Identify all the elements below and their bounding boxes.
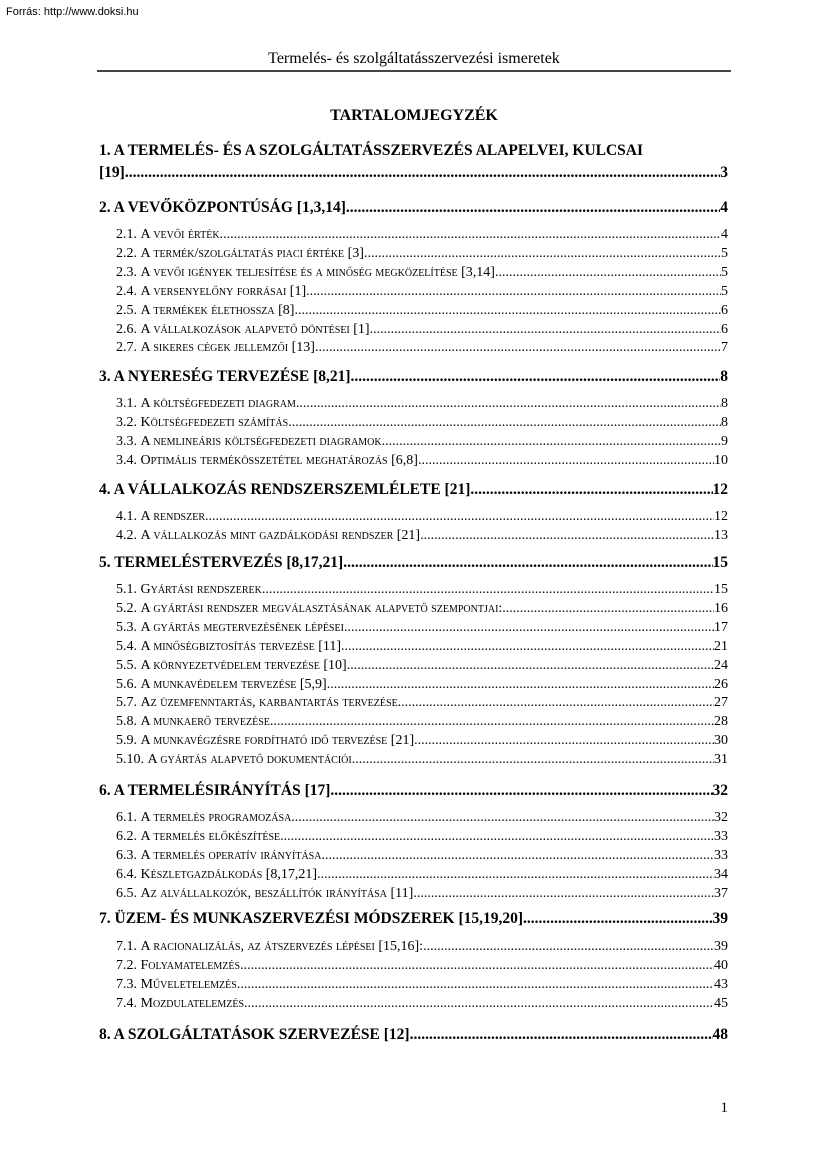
toc-section-2-2-label: 2.2. A termék/szolgáltatás piaci értéke [3] <box>116 245 364 261</box>
toc-section-2-1[interactable] <box>99 227 728 243</box>
toc-section-5-8-page: 28 <box>714 714 728 730</box>
toc-section-7-2-page: 40 <box>714 957 728 973</box>
leader-dots <box>270 714 714 730</box>
toc-chapter-8-label: 8. A SZOLGÁLTATÁSOK SZERVEZÉSE [12] <box>99 1026 410 1043</box>
toc-section-3-3-page: 9 <box>721 433 728 449</box>
toc-section-2-4-label: 2.4. A versenyelőny forrásai [1] <box>116 283 307 299</box>
toc-section-2-1-label: 2.1. A vevői érték <box>116 227 220 242</box>
toc-section-2-4[interactable] <box>99 284 728 300</box>
toc-chapter-3[interactable] <box>99 368 728 386</box>
toc-chapter-5[interactable] <box>99 554 728 572</box>
toc-section-5-10-page: 31 <box>714 752 728 768</box>
leader-dots <box>370 322 721 338</box>
toc-section-7-1[interactable] <box>99 939 728 955</box>
toc-section-3-4[interactable] <box>99 453 728 469</box>
toc-section-5-10-label: 5.10. A gyártás alapvető dokumentációi <box>116 752 352 768</box>
toc-chapter-2[interactable] <box>99 199 728 217</box>
toc-section-5-4-label: 5.4. A minőségbiztosítás tervezése [11] <box>116 638 342 654</box>
toc-section-4-1-page: 12 <box>714 509 728 524</box>
toc-section-3-2-page: 8 <box>721 414 728 430</box>
toc-section-2-6[interactable] <box>99 322 728 338</box>
toc-chapter-1-title: 1. A TERMELÉS- ÉS A SZOLGÁLTATÁSSZERVEZÉS ALAPELVEI, KULCSAI <box>99 142 644 159</box>
toc-section-2-5-page: 6 <box>721 302 728 318</box>
toc-section-2-2[interactable] <box>99 246 728 262</box>
leader-dots <box>495 265 721 281</box>
leader-dots <box>418 453 714 469</box>
toc-section-2-3-page: 5 <box>721 264 728 280</box>
toc-section-5-7-page: 27 <box>714 695 728 711</box>
toc-section-3-3-label: 3.3. A nemlineáris költségfedezeti diagramok <box>116 433 382 449</box>
toc-section-2-6-label: 2.6. A vállalkozások alapvető döntései [1] <box>116 321 370 337</box>
toc-section-3-3[interactable] <box>99 434 728 450</box>
toc-section-5-3[interactable] <box>99 620 728 636</box>
leader-dots <box>351 368 721 386</box>
leader-dots <box>410 1026 713 1044</box>
leader-dots <box>280 829 714 845</box>
toc-chapter-2-page: 4 <box>720 199 728 216</box>
toc-section-5-4-page: 21 <box>714 638 728 654</box>
toc-chapter-6-label: 6. A TERMELÉSIRÁNYÍTÁS [17] <box>99 782 331 799</box>
leader-dots <box>523 910 712 928</box>
toc-section-5-6-page: 26 <box>714 676 728 692</box>
toc-chapter-6[interactable] <box>99 782 728 800</box>
leader-dots <box>344 620 714 636</box>
toc-chapter-1-page: 3 <box>720 164 728 181</box>
toc-section-6-4-label: 6.4. Készletgazdálkodás [8,17,21] <box>116 866 318 882</box>
toc-section-6-2[interactable] <box>99 829 728 845</box>
toc-section-6-1-label: 6.1. A termelés programozása <box>116 810 292 825</box>
leader-dots <box>423 939 714 955</box>
toc-chapter-7-page: 39 <box>712 910 728 927</box>
toc-title: TARTALOMJEGYZÉK <box>330 107 498 124</box>
toc-section-6-2-label: 6.2. A termelés előkészítése <box>116 828 281 844</box>
toc-section-6-4[interactable] <box>99 867 728 883</box>
toc-section-6-4-page: 34 <box>714 866 728 882</box>
toc-section-2-3[interactable] <box>99 265 728 281</box>
toc-section-5-4[interactable] <box>99 639 728 655</box>
leader-dots <box>420 528 714 544</box>
toc-section-3-1-label: 3.1. A költségfedezeti diagram <box>116 396 296 411</box>
toc-section-7-4-label: 7.4. Mozdulatelemzés <box>116 995 245 1011</box>
leader-dots <box>294 303 721 319</box>
toc-section-6-5-label: 6.5. Az alvállalkozók, beszállítók irányítása [11] <box>116 885 414 901</box>
leader-dots <box>244 996 714 1012</box>
leader-dots <box>330 782 712 800</box>
toc-section-5-1[interactable] <box>99 582 728 598</box>
leader-dots <box>262 582 714 598</box>
leader-dots <box>288 415 721 431</box>
toc-section-7-2[interactable] <box>99 958 728 974</box>
toc-section-5-1-label: 5.1. Gyártási rendszerek <box>116 582 262 597</box>
page-header: Termelés- és szolgáltatásszervezési ismeretek <box>268 50 560 67</box>
leader-dots <box>343 554 712 572</box>
toc-section-7-1-page: 39 <box>714 939 728 954</box>
toc-section-3-2[interactable] <box>99 415 728 431</box>
toc-chapter-1-label: [19] <box>99 164 125 181</box>
toc-section-5-8[interactable] <box>99 714 728 730</box>
toc-chapter-3-label: 3. A NYERESÉG TERVEZÉSE [8,21] <box>99 368 351 385</box>
toc-chapter-1[interactable] <box>99 164 728 182</box>
toc-section-2-5-label: 2.5. A termékek élethossza [8] <box>116 302 295 318</box>
toc-section-3-1[interactable] <box>99 396 728 412</box>
toc-section-5-10[interactable] <box>99 752 728 768</box>
toc-section-7-1-label: 7.1. A racionalizálás, az átszervezés lépései [15,16]: <box>116 939 424 954</box>
toc-section-6-1-page: 32 <box>714 810 728 825</box>
leader-dots <box>470 481 712 499</box>
leader-dots <box>352 752 714 768</box>
leader-dots <box>341 639 714 655</box>
leader-dots <box>414 733 714 749</box>
toc-chapter-7-label: 7. ÜZEM- ÉS MUNKASZERVEZÉSI MÓDSZEREK [15,19,20] <box>99 910 524 927</box>
header-divider <box>97 70 731 72</box>
toc-section-2-4-page: 5 <box>721 283 728 299</box>
toc-section-5-9-page: 30 <box>714 733 728 749</box>
toc-section-4-1[interactable] <box>99 509 728 525</box>
leader-dots <box>321 848 714 864</box>
leader-dots <box>296 396 721 412</box>
toc-section-4-2-page: 13 <box>714 527 728 543</box>
toc-chapter-4-label: 4. A VÁLLALKOZÁS RENDSZERSZEMLÉLETE [21] <box>99 481 471 498</box>
toc-section-6-5[interactable] <box>99 886 728 902</box>
toc-chapter-6-page: 32 <box>712 782 728 799</box>
leader-dots <box>364 246 721 262</box>
toc-chapter-5-page: 15 <box>712 554 728 571</box>
toc-section-7-3[interactable] <box>99 977 728 993</box>
leader-dots <box>205 509 714 525</box>
toc-section-4-2-label: 4.2. A vállalkozás mint gazdálkodási rendszer [21] <box>116 527 421 543</box>
toc-section-6-5-page: 37 <box>714 885 728 901</box>
toc-section-5-6[interactable] <box>99 677 728 693</box>
toc-section-5-9-label: 5.9. A munkavégzésre fordítható idő tervezése [21] <box>116 733 415 749</box>
toc-section-5-1-page: 15 <box>714 582 728 597</box>
leader-dots <box>291 810 714 826</box>
source-note: Forrás: http://www.doksi.hu <box>6 6 139 18</box>
toc-section-2-2-page: 5 <box>721 245 728 261</box>
toc-chapter-8-page: 48 <box>712 1026 728 1043</box>
toc-section-5-5[interactable] <box>99 658 728 674</box>
toc-section-5-2-page: 16 <box>714 600 728 616</box>
page-number: 1 <box>720 1100 728 1116</box>
toc-section-5-3-page: 17 <box>714 619 728 635</box>
toc-chapter-4-page: 12 <box>712 481 728 498</box>
toc-section-6-3-page: 33 <box>714 847 728 863</box>
toc-section-2-1-page: 4 <box>721 227 728 242</box>
toc-section-5-5-label: 5.5. A környezetvédelem tervezése [10] <box>116 657 347 673</box>
toc-section-5-2-label: 5.2. A gyártási rendszer megválasztásának alapvető szempontjai: <box>116 600 503 616</box>
toc-section-2-7-page: 7 <box>721 340 728 356</box>
toc-section-3-4-page: 10 <box>714 452 728 468</box>
toc-section-6-1[interactable] <box>99 810 728 826</box>
leader-dots <box>382 434 721 450</box>
toc-chapter-3-page: 8 <box>720 368 728 385</box>
toc-section-7-2-label: 7.2. Folyamatelemzés <box>116 957 241 973</box>
leader-dots <box>413 886 714 902</box>
toc-section-5-7[interactable] <box>99 695 728 711</box>
leader-dots <box>502 601 714 617</box>
toc-section-5-7-label: 5.7. Az üzemfenntartás, karbantartás tervezése <box>116 695 398 711</box>
toc-section-4-2[interactable] <box>99 528 728 544</box>
leader-dots <box>347 658 714 674</box>
toc-section-5-8-label: 5.8. A munkaerő tervezése <box>116 714 270 730</box>
toc-section-3-1-page: 8 <box>721 396 728 411</box>
toc-chapter-4[interactable] <box>99 481 728 499</box>
toc-section-5-9[interactable] <box>99 733 728 749</box>
toc-section-6-3[interactable] <box>99 848 728 864</box>
toc-section-2-3-label: 2.3. A vevői igények teljesítése és a minőség megközelítése [3,14] <box>116 264 495 280</box>
leader-dots <box>125 164 720 182</box>
toc-chapter-7[interactable] <box>99 910 728 928</box>
leader-dots <box>220 227 721 243</box>
leader-dots <box>315 340 721 356</box>
toc-section-4-1-label: 4.1. A rendszer <box>116 509 206 524</box>
leader-dots <box>240 958 714 974</box>
toc-section-5-6-label: 5.6. A munkavédelem tervezése [5,9] <box>116 676 327 692</box>
toc-chapter-5-label: 5. TERMELÉSTERVEZÉS [8,17,21] <box>99 554 344 571</box>
toc-section-5-3-label: 5.3. A gyártás megtervezésének lépései <box>116 619 344 635</box>
toc-section-6-3-label: 6.3. A termelés operatív irányítása <box>116 847 322 863</box>
toc-section-7-3-page: 43 <box>714 976 728 992</box>
toc-section-2-7[interactable] <box>99 340 728 356</box>
toc-section-7-3-label: 7.3. Műveletelemzés <box>116 976 237 992</box>
toc-section-2-5[interactable] <box>99 303 728 319</box>
toc-section-5-5-page: 24 <box>714 657 728 673</box>
toc-section-3-4-label: 3.4. Optimális termékösszetétel meghatározás [6,8] <box>116 452 418 468</box>
leader-dots <box>398 695 714 711</box>
toc-chapter-2-label: 2. A VEVŐKÖZPONTÚSÁG [1,3,14] <box>99 199 346 216</box>
leader-dots <box>327 677 714 693</box>
toc-section-2-7-label: 2.7. A sikeres cégek jellemzői [13] <box>116 340 315 356</box>
toc-section-7-4[interactable] <box>99 996 728 1012</box>
toc-section-6-2-page: 33 <box>714 828 728 844</box>
leader-dots <box>346 199 720 217</box>
toc-section-2-6-page: 6 <box>721 321 728 337</box>
leader-dots <box>317 867 714 883</box>
leader-dots <box>306 284 721 300</box>
toc-section-7-4-page: 45 <box>714 995 728 1011</box>
toc-chapter-8[interactable] <box>99 1026 728 1044</box>
toc-section-3-2-label: 3.2. Költségfedezeti számítás <box>116 414 289 430</box>
toc-section-5-2[interactable] <box>99 601 728 617</box>
leader-dots <box>237 977 714 993</box>
